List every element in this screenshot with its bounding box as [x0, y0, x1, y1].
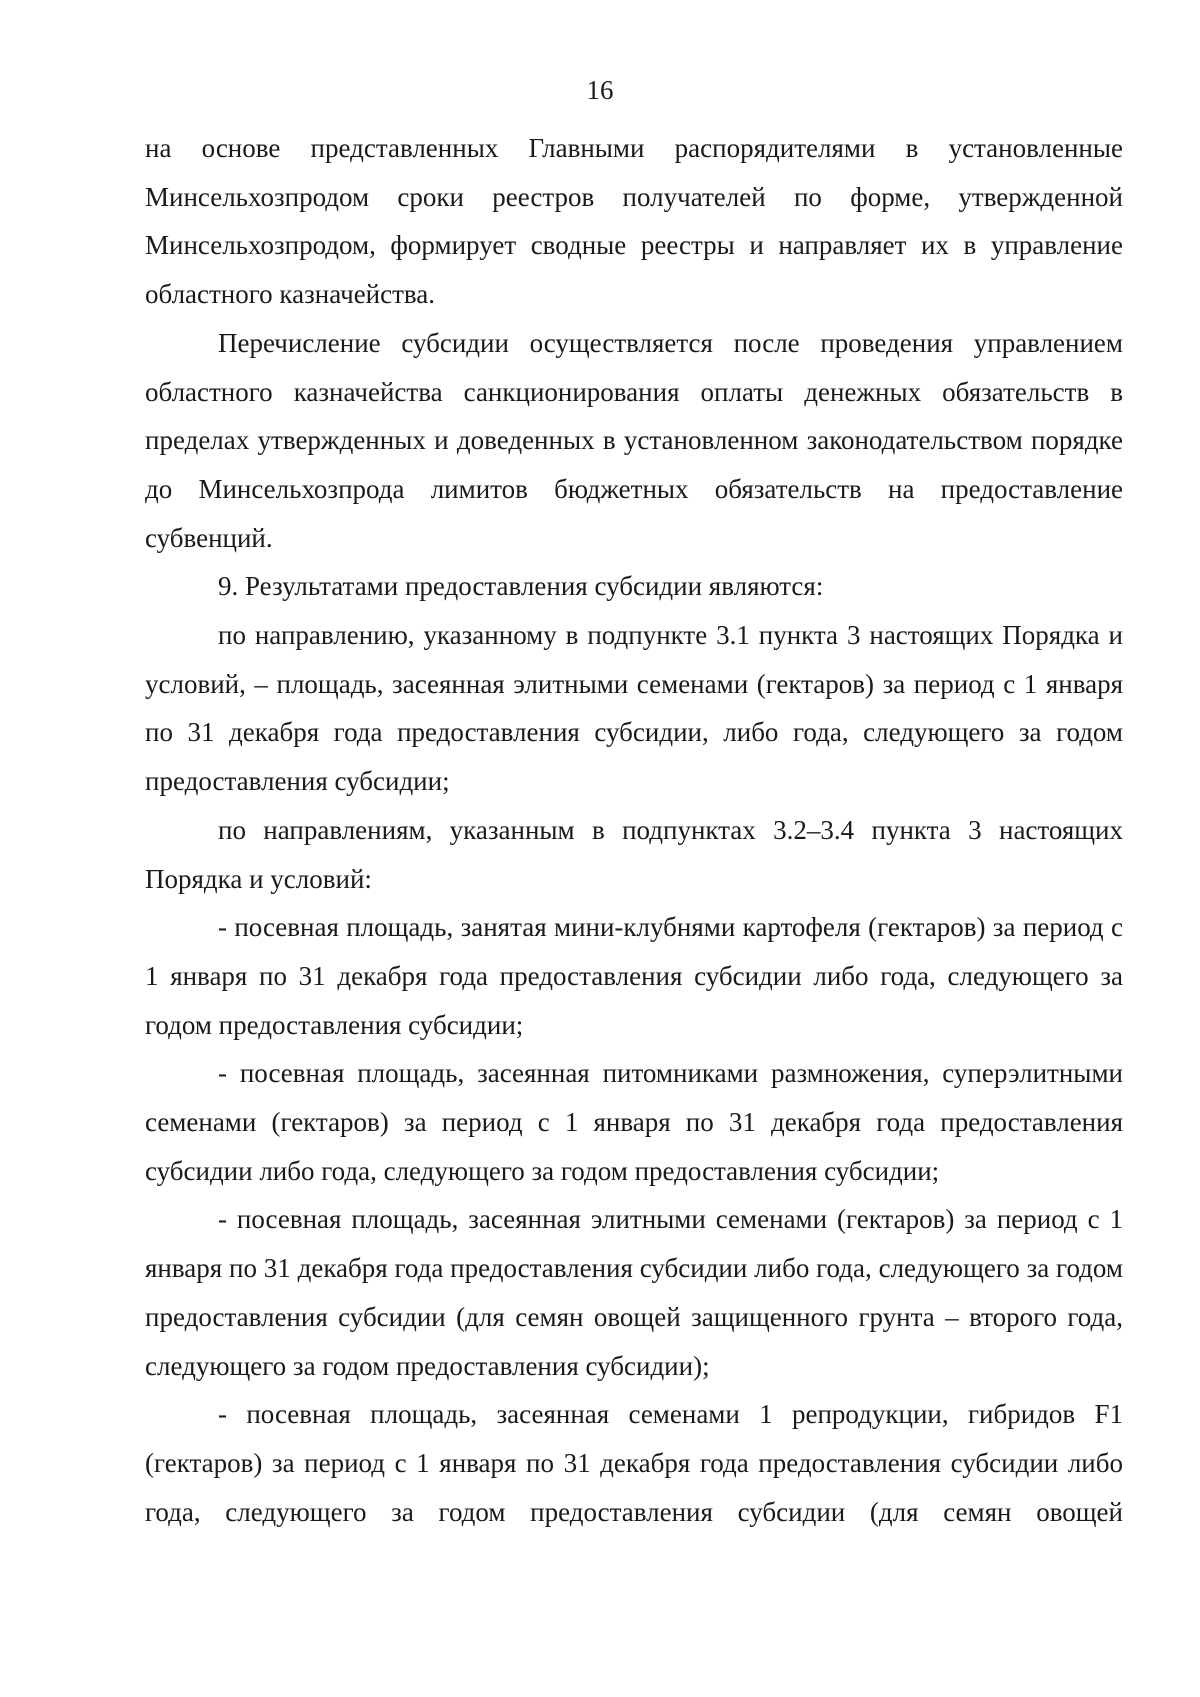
- paragraph: по направлениям, указанным в подпунктах 3.2–3.4 пункта 3 настоящих Порядка и условий:: [145, 814, 1123, 894]
- list-item: - посевная площадь, засеянная семенами 1 репродукции, гибридов F1 (гектаров) за период с 1 января по 31 декабря года предоставления субсидии либо года, следующего за годом предоставления субсидии (для семян овощей: [145, 1399, 1123, 1527]
- list-item: - посевная площадь, занятая мини-клубнями картофеля (гектаров) за период с 1 января по 31 декабря года предоставления субсидии либо года, следующего за годом предоставления субсидии;: [145, 912, 1123, 1040]
- paragraph: Перечисление субсидии осуществляется после проведения управлением областного казначейства санкционирования оплаты денежных обязательств в пределах утвержденных и доведенных в установленном законодательством порядке до Минсельхозпрода лимитов бюджетных обязательств на предоставление субвенций.: [145, 327, 1123, 553]
- page-number: 16: [586, 75, 614, 105]
- paragraph: на основе представленных Главными распорядителями в установленные Минсельхозпродом сроки реестров получателей по форме, утвержденной Минсельхозпродом, формирует сводные реестры и направляет их в управление областного казначейства.: [145, 133, 1123, 310]
- paragraph: по направлению, указанному в подпункте 3.1 пункта 3 настоящих Порядка и условий, – площадь, засеянная элитными семенами (гектаров) за период с 1 января по 31 декабря года предоставления субсидии, либо года, следующего за годом предоставления субсидии;: [145, 620, 1123, 797]
- paragraph: 9. Результатами предоставления субсидии являются:: [218, 571, 824, 602]
- document-body: [145, 124, 1123, 1536]
- list-item: - посевная площадь, засеянная элитными семенами (гектаров) за период с 1 января по 31 декабря года предоставления субсидии либо года, следующего за годом предоставления субсидии (для семян овощей защищенного грунта – второго года, следующего за годом предоставления субсидии);: [145, 1204, 1123, 1381]
- list-item: - посевная площадь, засеянная питомниками размножения, суперэлитными семенами (гектаров) за период с 1 января по 31 декабря года предоставления субсидии либо года, следующего за годом предоставления субсидии;: [145, 1058, 1123, 1186]
